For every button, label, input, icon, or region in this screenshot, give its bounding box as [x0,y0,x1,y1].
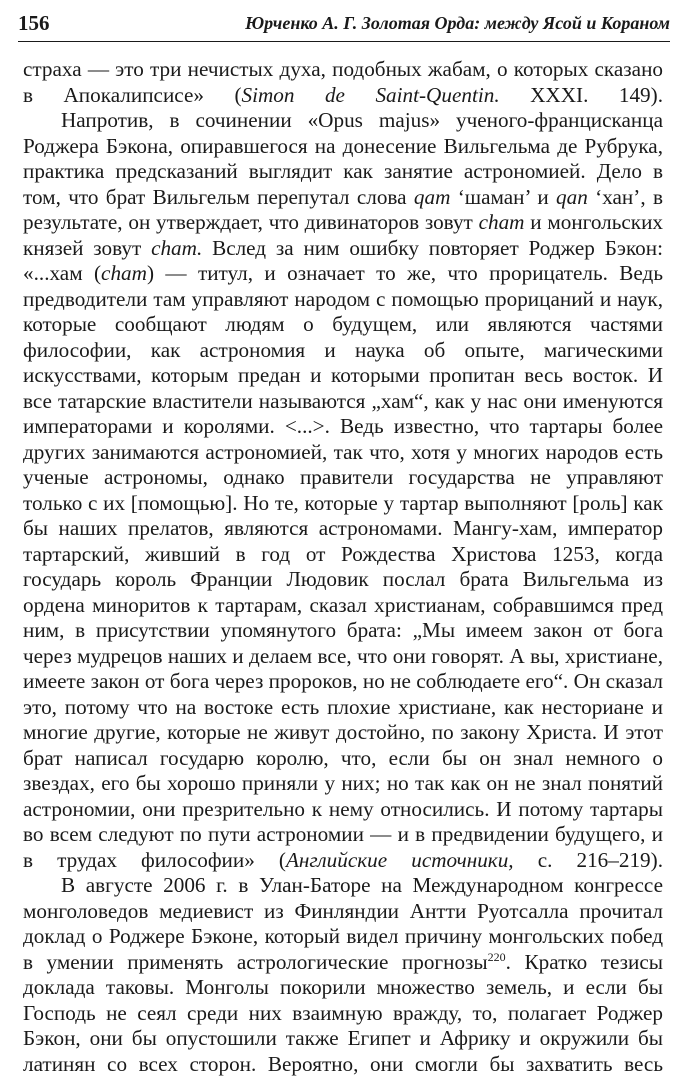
running-head: Юрченко А. Г. Золотая Орда: между Ясой и Кораном [245,13,670,33]
header-rule [18,41,670,42]
paragraph-2-text-f: ) — титул, и означает то же, что прорицатель. Ведь предводители там управляют народом с помощью прорицаний и наук, которые сообщают людям о будущем, или являются частями философии, как астрономия и наука об опыте, магическими искусствами, которым предан и которыми пропитан весь восток. И все татарские властители называются „хам“, как у нас они именуются императорами и королями. <...>. Ведь известно, что тартары более других занимаются астрономией, так что, хотя у многих народов есть ученые астрономы, однако правители государства не управляют только с их [помощью]. Но те, которые у тартар выполняют [роль] как бы наших прелатов, являются астрономами. Мангу-хам, император тартарский, живший в год от Рождества Христова 1253, когда государь король Франции Людовик послал брата Вильгельма из ордена миноритов к тартарам, сказал христианам, собравшимся пред ним, в присутствии упомянутого брата: „Мы имеем закон от бога через мудрецов наших и делаем все, что они говорят. А вы, христиане, имеете закон от бога через пророков, но не соблюдаете его“. Он сказал это, потому что на востоке есть плохие христиане, как несториане и многие другие, которые не живут достойно, по закону Христа. И этот брат написал государю королю, что, если бы он знал немного о звездах, его бы хорошо приняли у них; но так как он не знал понятий астрономии, они презрительно к нему относились. И потому тартары во всем следуют по пути астрономии — и в предвидении будущего, и в трудах философии» ( [23,261,663,872]
paragraph-2-text-a: Напротив, в сочинении «Opus majus» ученого-францисканца Роджера Бэкона, опиравшегося на донесение Вильгельма де Рубрука, практика предсказаний выглядит как занятие астрономией. Дело в том, что брат Вильгельм перепутал слова [23,108,663,209]
paragraph-2-text-e: Вслед за ним ошибку повторяет Роджер Бэкон: «...хам ( [23,235,663,285]
body-text [23,57,663,1077]
paragraph-2-source: Английские источники, [285,847,514,872]
page-number: 156 [18,11,50,35]
term-cham-3: cham [101,261,147,285]
paragraph-2-text-c: ‘хан’, в результате, он утверждает, что дивинаторов зовут [23,184,663,234]
paragraph-3-text-b: . Кратко тезисы доклада таковы. Монголы покорили множество земель, и если бы Господь не сеял среди них взаимную вражду, то, полагает Роджер Бэкон, они бы опустошили также Египет и Африку и окружили бы латинян со всех сторон. Вероятно, они смогли бы захватить весь [23,949,663,1076]
paragraph-2 [23,108,663,873]
footnote-ref: 220 [487,949,506,964]
term-qam: qam [413,184,451,209]
paragraph-1-citation: Simon de Saint-Quentin. [241,82,500,107]
paragraph-3-text-a: В августе 2006 г. в Улан-Баторе на Международном конгрессе монголоведов медиевист из Финляндии Антти Руотсалла прочитал доклад о Роджере Бэконе, который видел причину монгольских побед в умении применять астрологические прогнозы [23,873,663,974]
paragraph-2-text-b: ‘шаман’ и [450,184,557,209]
term-cham-1: chаm [478,210,525,234]
paragraph-2-text-g: с. 216–219). [513,847,664,872]
paragraph-1-text-b: XXXI. 149). [499,82,663,107]
paragraph-1 [23,57,663,108]
page-header [18,10,670,36]
term-qan: qan [556,184,588,209]
term-cham-2: cham. [151,235,203,260]
paragraph-1-text-a: страха — это три нечистых духа, подобных жабам, о которых сказано в Апокалипсисе» ( [23,57,663,107]
paragraph-3 [23,873,663,1077]
paragraph-2-text-d: и монгольских князей зовут [23,210,664,260]
